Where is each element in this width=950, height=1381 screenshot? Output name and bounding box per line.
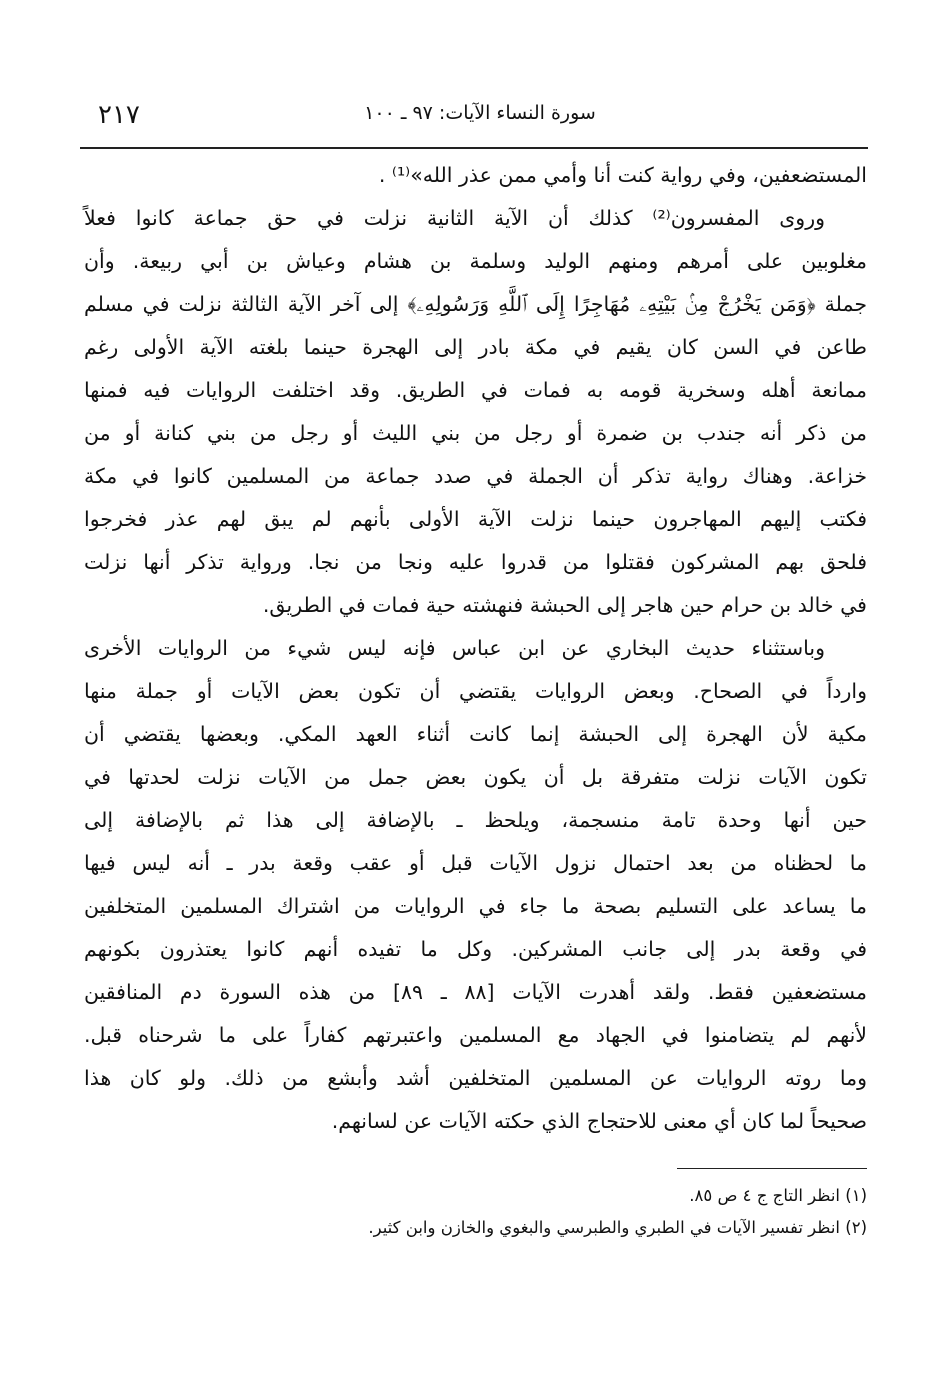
text-line: طاعن في السن كان يقيم في مكة بادر إلى الهجرة حينما بلغته الآية الأولى رغم bbox=[84, 335, 867, 359]
page-number: ٢١٧ bbox=[98, 100, 140, 130]
text-line: ما يساعد على التسليم بصحة ما جاء في الروايات من اشتراك المسلمين المتخلفين bbox=[84, 894, 867, 918]
text-line: فكتب إليهم المهاجرون حينما نزلت الآية الأولى بأنهم لم يبق لهم عذر فخرجوا bbox=[84, 507, 867, 531]
paragraph bbox=[84, 154, 867, 197]
text-line: مكية لأن الهجرة إلى الحبشة إنما كانت أثناء العهد المكي. وبعضها يقتضي أن bbox=[84, 722, 867, 746]
body-text bbox=[84, 154, 867, 1143]
text-line: مستضعفين فقط. ولقد أهدرت الآيات [٨٨ ـ ٨٩] من هذه السورة دم المنافقين bbox=[84, 980, 867, 1004]
text-line: وروى المفسرون⁽²⁾ كذلك أن الآية الثانية نزلت في حق جماعة كانوا فعلاً bbox=[84, 206, 825, 230]
text-line: صحيحاً لما كان أي معنى للاحتجاج الذي حكته الآيات عن لسانهم. bbox=[331, 1109, 867, 1133]
text-line: من ذكر أنه جندب بن ضمرة أو رجل من بني الليث أو رجل من بني كنانة أو من bbox=[84, 421, 867, 445]
text-line: ممانعة أهله وسخرية قومه به فمات في الطريق. وقد اختلفت الروايات فيه فمنها bbox=[84, 378, 867, 402]
text-line: وباستثناء حديث البخاري عن ابن عباس فإنه ليس شيء من الروايات الأخرى bbox=[84, 636, 825, 660]
text-line: لأنهم لم يتضامنوا في الجهاد مع المسلمين واعتبرتهم كفاراً على ما شرحناه قبل. bbox=[84, 1023, 867, 1047]
text-line: تكون الآيات نزلت متفرقة بل أن يكون بعض جمل من الآيات نزلت لحدتها في bbox=[84, 765, 867, 789]
text-line: جملة ﴿وَمَن يَخْرُجْ مِنۢ بَيْتِهِۦ مُهَاجِرًا إِلَى ٱللَّهِ وَرَسُولِهِۦ﴾ إلى آخر الآية الثالثة نزلت في مسلم bbox=[84, 292, 867, 316]
text-line: في وقعة بدر إلى جانب المشركين. وكل ما تفيده أنهم كانوا يعتذرون بكونهم bbox=[84, 937, 867, 961]
text-line: ما لحظناه من بعد احتمال نزول الآيات قبل أو عقب وقعة بدر ـ أنه ليس فيها bbox=[84, 851, 867, 875]
text-line: وارداً في الصحاح. وبعض الروايات يقتضي أن تكون بعض الآيات أو جملة منها bbox=[84, 679, 867, 703]
footnote-1: (١) انظر التاج ج ٤ ص ٨٥. bbox=[689, 1186, 867, 1205]
text-line: وما روته الروايات عن المسلمين المتخلفين أشد وأبشع من ذلك. ولو كان هذا bbox=[84, 1066, 867, 1090]
text-line: خزاعة. وهناك رواية تذكر أن الجملة في صدد جماعة من المسلمين كانوا في مكة bbox=[84, 464, 867, 488]
paragraph bbox=[84, 627, 867, 1143]
paragraph bbox=[84, 197, 867, 627]
text-line: المستضعفين، وفي رواية كنت أنا وأمي ممن عذر الله»⁽¹⁾ . bbox=[378, 163, 867, 187]
text-line: في خالد بن حرام حين هاجر إلى الحبشة فنهشته حية فمات في الطريق. bbox=[262, 593, 867, 617]
text-line: فلحق بهم المشركون فقتلوا من قدروا عليه ونجا من نجا. ورواية تذكر أنها نزلت bbox=[84, 550, 867, 574]
footnotes bbox=[84, 1180, 867, 1244]
text-line: مغلوبين على أمرهم ومنهم الوليد وسلمة بن هشام وعياش بن أبي ربيعة. وأن bbox=[84, 249, 867, 273]
footnote-2: (٢) انظر تفسير الآيات في الطبري والطبرسي والبغوي والخازن وابن كثير. bbox=[368, 1218, 867, 1237]
running-title: سورة النساء الآيات: ٩٧ ـ ١٠٠ bbox=[364, 102, 596, 124]
text-line: حين أنها وحدة تامة منسجمة، ويلحظ ـ بالإضافة إلى هذا ثم بالإضافة إلى bbox=[84, 808, 867, 832]
header-rule bbox=[80, 147, 868, 149]
footnote-rule bbox=[677, 1168, 867, 1169]
